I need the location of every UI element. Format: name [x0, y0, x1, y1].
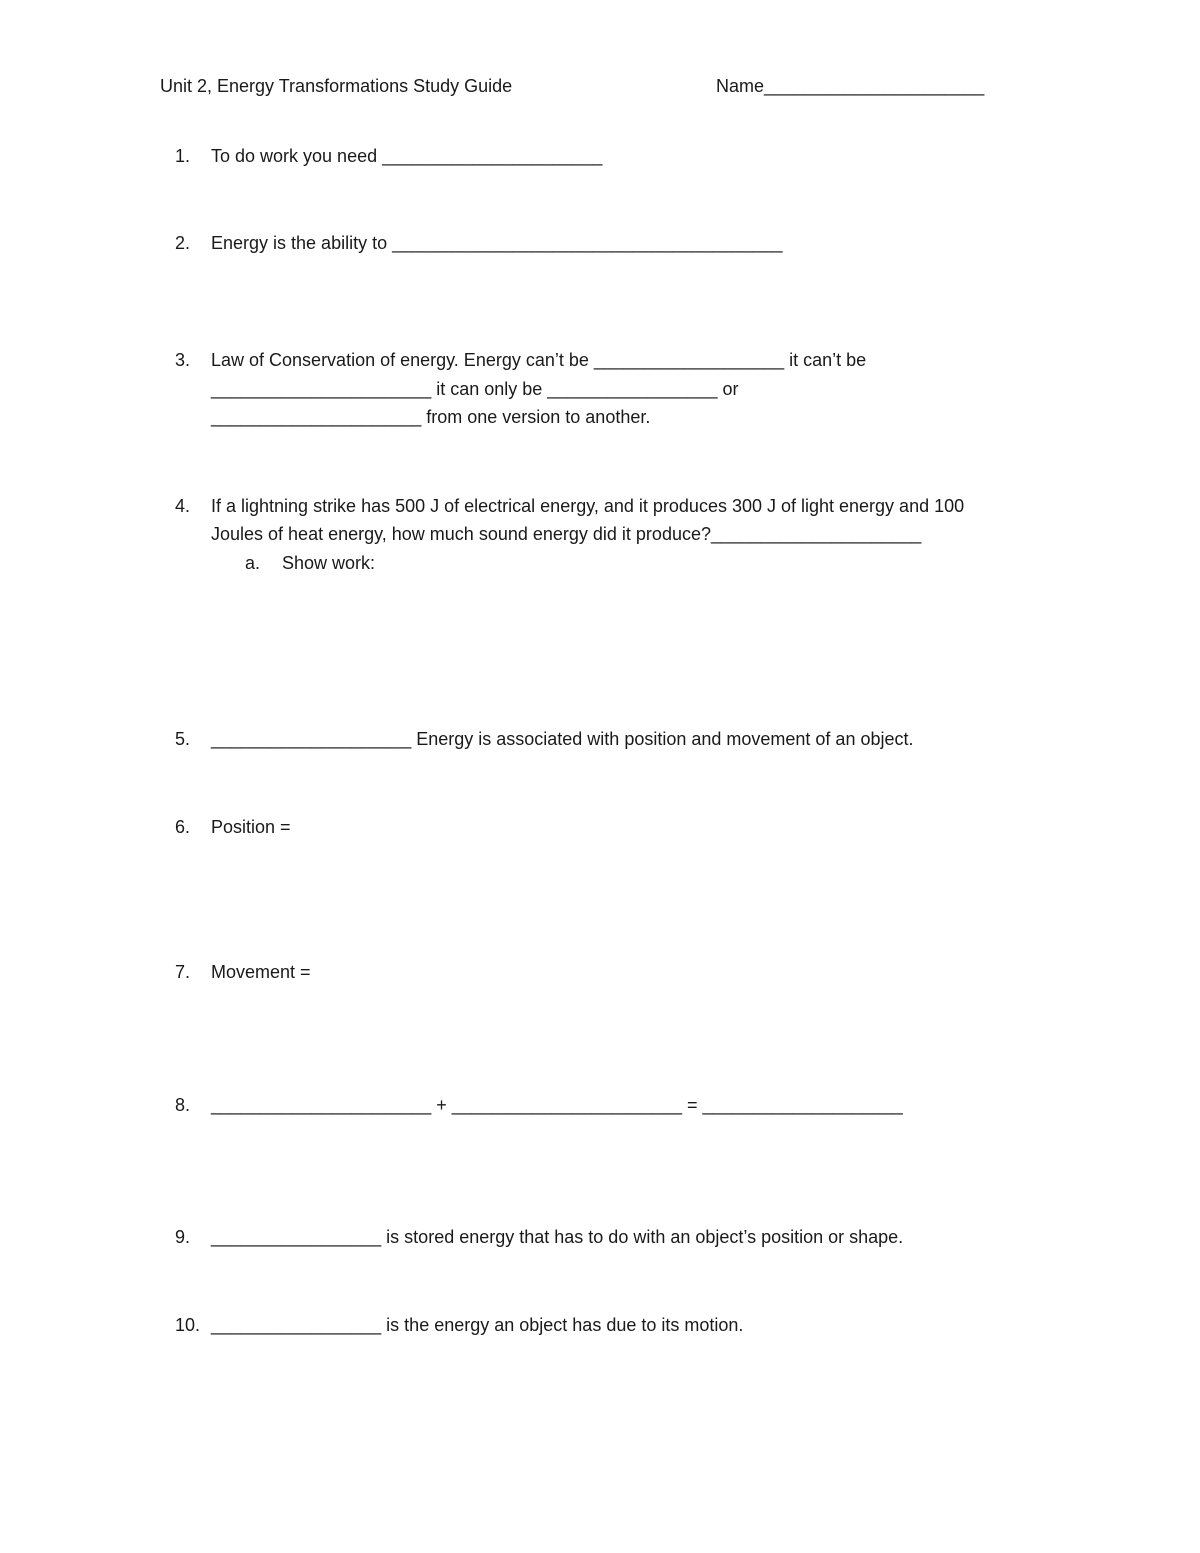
question-text: Position = [211, 817, 291, 837]
question-text: Movement = [211, 962, 311, 982]
question-text: Energy is the ability to _______________________________________ [211, 233, 783, 253]
sub-question-text: Show work: [282, 553, 376, 573]
question-text: _________________ is the energy an object has due to its motion. [211, 1315, 744, 1335]
question-text-line-2: Joules of heat energy, how much sound energy did it produce?_____________________ [211, 524, 922, 544]
question-number: 1. [175, 146, 191, 166]
question-text: _________________ is stored energy that has to do with an object’s position or shape. [211, 1227, 904, 1247]
question-text: To do work you need ______________________ [211, 146, 603, 166]
document-title: Unit 2, Energy Transformations Study Guide [160, 76, 513, 96]
question-number: 6. [175, 817, 191, 837]
question-number: 3. [175, 350, 191, 370]
question-text-line-1: If a lightning strike has 500 J of electrical energy, and it produces 300 J of light energy and 100 [211, 496, 965, 516]
question-number: 4. [175, 496, 191, 516]
question-text-line-2: ______________________ it can only be _________________ or [211, 379, 739, 399]
question-text-line-3: _____________________ from one version to another. [211, 407, 651, 427]
question-text: ______________________ + _______________________ = ____________________ [211, 1095, 903, 1115]
question-text-line-1: Law of Conservation of energy. Energy can’t be ___________________ it can’t be [211, 350, 867, 370]
sub-question-label: a. [245, 553, 261, 573]
question-number: 2. [175, 233, 191, 253]
question-number: 8. [175, 1095, 191, 1115]
question-number: 7. [175, 962, 191, 982]
question-text: ____________________ Energy is associated with position and movement of an object. [211, 729, 914, 749]
question-number: 10. [175, 1315, 201, 1335]
question-number: 9. [175, 1227, 191, 1247]
name-field: Name______________________ [716, 76, 985, 96]
question-number: 5. [175, 729, 191, 749]
